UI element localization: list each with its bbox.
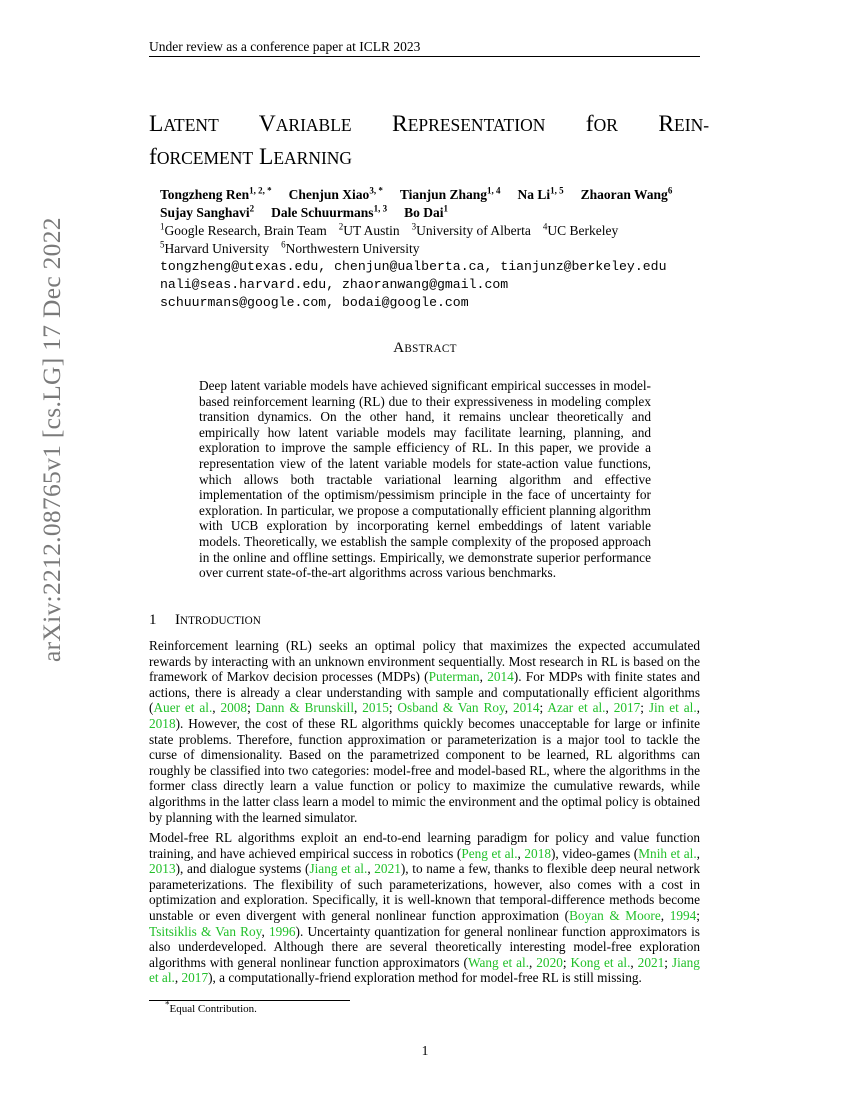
citation-link[interactable]: 1996 (268, 923, 296, 939)
author-name: Tianjun Zhang$^{1, 4}$ (399, 185, 501, 202)
header-rule (149, 56, 700, 57)
emails-line-2: nali@seas.harvard.edu, zhaoranwang@gmail.com (160, 277, 509, 292)
abstract-heading: ABSTRACT (393, 340, 457, 356)
citation-link[interactable]: 2018 (149, 715, 176, 731)
citation-link[interactable]: 2021 (637, 954, 665, 970)
author-name: $^1$Google Research, Brain Team (160, 221, 327, 238)
intro-paragraph-2: Model-free RL algorithms exploit an end-to-end learning paradigm for policy and value function training, and have achieved empirical success in robotics (Peng et al., 2018), video-games (Mnih et al., 2013), and dialogue systems (Jiang et al., 2021), to name a few, thanks to flexible deep neural network parameterizations. The flexibility of such parameterizations, however, also comes with a cost in optimization and exploration. Specifically, it is well-known that temporal-difference methods become unstable or even divergent with general nonlinear function approximation (Boyan & Moore, 1994; Tsitsiklis & Van Roy, 1996). Uncertainty quantization for general nonlinear function approximators is also underdeveloped. Although there are several theoretically interesting model-free exploration algorithms with general nonlinear function approximators (Wang et al., 2020; Kong et al., 2021; Jiang et al., 2017), a computationally-friend exploration method for model-free RL is still missing. (149, 830, 701, 986)
affiliations-row-1 (160, 222, 672, 240)
author-row-2 (160, 204, 672, 222)
footnote-rule (149, 1000, 350, 1001)
citation-link[interactable]: 2013 (149, 861, 176, 877)
author-name: $^6$Northwestern University (281, 239, 420, 256)
citation-link[interactable]: Jiang et al. (309, 861, 368, 877)
emails-line-3: schuurmans@google.com, bodai@google.com (160, 295, 469, 310)
citation-link[interactable]: Tsitsiklis & Van Roy (149, 923, 262, 939)
title-line-2: fORCEMENT LEARNING (149, 144, 353, 170)
citation-link[interactable]: 2018 (524, 845, 551, 861)
citation-link[interactable]: Dann & Brunskill (255, 700, 355, 716)
citation-link[interactable]: 2017 (181, 970, 209, 986)
author-block (160, 186, 672, 312)
footnote-mark: * (165, 999, 170, 1010)
citation-link[interactable]: 2008 (220, 700, 248, 716)
author-name: Zhaoran Wang$^6$ (580, 185, 673, 202)
citation-link[interactable]: Wang et al. (467, 954, 530, 970)
citation-link[interactable]: Kong et al. (570, 954, 631, 970)
citation-link[interactable]: Mnih et al. (638, 845, 697, 861)
author-name: $^5$Harvard University (160, 239, 270, 256)
author-name: $^4$UC Berkeley (542, 221, 619, 238)
citation-link[interactable]: 2014 (512, 700, 540, 716)
citation-link[interactable]: Osband & Van Roy (397, 700, 505, 716)
page-number: 1 (421, 1043, 429, 1058)
author-name: $^3$University of Alberta (411, 221, 531, 238)
arxiv-stamp: arXiv:2212.08765v1 [cs.LG] 17 Dec 2022 (37, 217, 66, 662)
footnote-text: Equal Contribution. (169, 1003, 257, 1015)
emails-line-1: tongzheng@utexas.edu, chenjun@ualberta.ca, tianjunz@berkeley.edu (160, 259, 667, 274)
author-name: Na Li$^{1, 5}$ (517, 185, 564, 202)
citation-link[interactable]: Jiang et al. (149, 954, 700, 986)
section-heading-introduction (149, 612, 261, 629)
citation-link[interactable]: 2015 (362, 700, 389, 716)
author-row-1 (160, 186, 672, 204)
citation-link[interactable]: Auer et al. (153, 700, 213, 716)
citation-link[interactable]: 2017 (613, 700, 641, 716)
abstract-text: Deep latent variable models have achieved significant empirical successes in model-based reinforcement learning (RL) due to their expressiveness in modeling complex transition dynamics. On the other hand, it remains unclear theoretically and empirically how latent variable models may facilitate learning, planning, and exploration to improve the sample efficiency of RL. In this paper, we provide a representation view of the latent variable models for state-action value functions, which allows both tractable variational learning algorithm and effective implementation of the optimism/pessimism principle in the face of uncertainty for exploration. In particular, we propose a computationally efficient planning algorithm with UCB exploration by incorporating kernel embeddings of latent variable models. Theoretically, we establish the sample complexity of the proposed approach in the online and offline settings. Empirically, we demonstrate superior performance over current state-of-the-art algorithms across various benchmarks. (199, 378, 651, 581)
author-name: Dale Schuurmans$^{1, 3}$ (271, 203, 388, 220)
citation-link[interactable]: 1994 (669, 907, 697, 923)
title-line-1: LATENT VARIABLE REPRESENTATION fOR REIN- (149, 111, 710, 137)
affiliations-row-2 (160, 240, 672, 258)
citation-link[interactable]: Azar et al. (547, 700, 606, 716)
author-name: $^2$UT Austin (338, 221, 400, 238)
citation-link[interactable]: Puterman (428, 669, 480, 685)
section-number: 1 (149, 612, 157, 628)
section-title: INTRODUCTION (175, 612, 261, 628)
author-name: Sujay Sanghavi$^2$ (160, 203, 255, 220)
citation-link[interactable]: 2014 (487, 669, 514, 685)
intro-paragraph-1: Reinforcement learning (RL) seeks an optimal policy that maximizes the expected accumulated rewards by interacting with an unknown environment sequentially. Most research in RL is based on the framework of Markov decision processes (MDPs) (Puterman, 2014). For MDPs with finite states and actions, there is already a clear understanding with sample and computationally efficient algorithms (Auer et al., 2008; Dann & Brunskill, 2015; Osband & Van Roy, 2014; Azar et al., 2017; Jin et al., 2018). However, the cost of these RL algorithms quickly becomes unacceptable for large or infinite state problems. Therefore, function approximation or parameterization is a major tool to tackle the curse of dimensionality. Based on the parametrized component to be learned, RL algorithms can roughly be classified into two categories: model-free and model-based RL, where the algorithms in the former class directly learn a value function or policy to maximize the cumulative rewards, while algorithms in the latter class learn a model to mimic the environment and the optimal policy is obtained by planning with the learned simulator. (149, 638, 701, 825)
citation-link[interactable]: 2021 (374, 861, 401, 877)
citation-link[interactable]: 2020 (536, 954, 563, 970)
author-name: Tongzheng Ren$^{1, 2, *}$ (160, 185, 272, 202)
citation-link[interactable]: Boyan & Moore (569, 907, 661, 923)
citation-link[interactable]: Peng et al. (461, 845, 518, 861)
author-name: Bo Dai$^1$ (404, 203, 448, 220)
author-name: Chenjun Xiao$^{3, *}$ (288, 185, 383, 202)
paper-title (149, 108, 709, 174)
citation-link[interactable]: Jin et al. (648, 700, 697, 716)
footnote (165, 999, 257, 1015)
running-header: Under review as a conference paper at ICLR 2023 (149, 39, 421, 54)
